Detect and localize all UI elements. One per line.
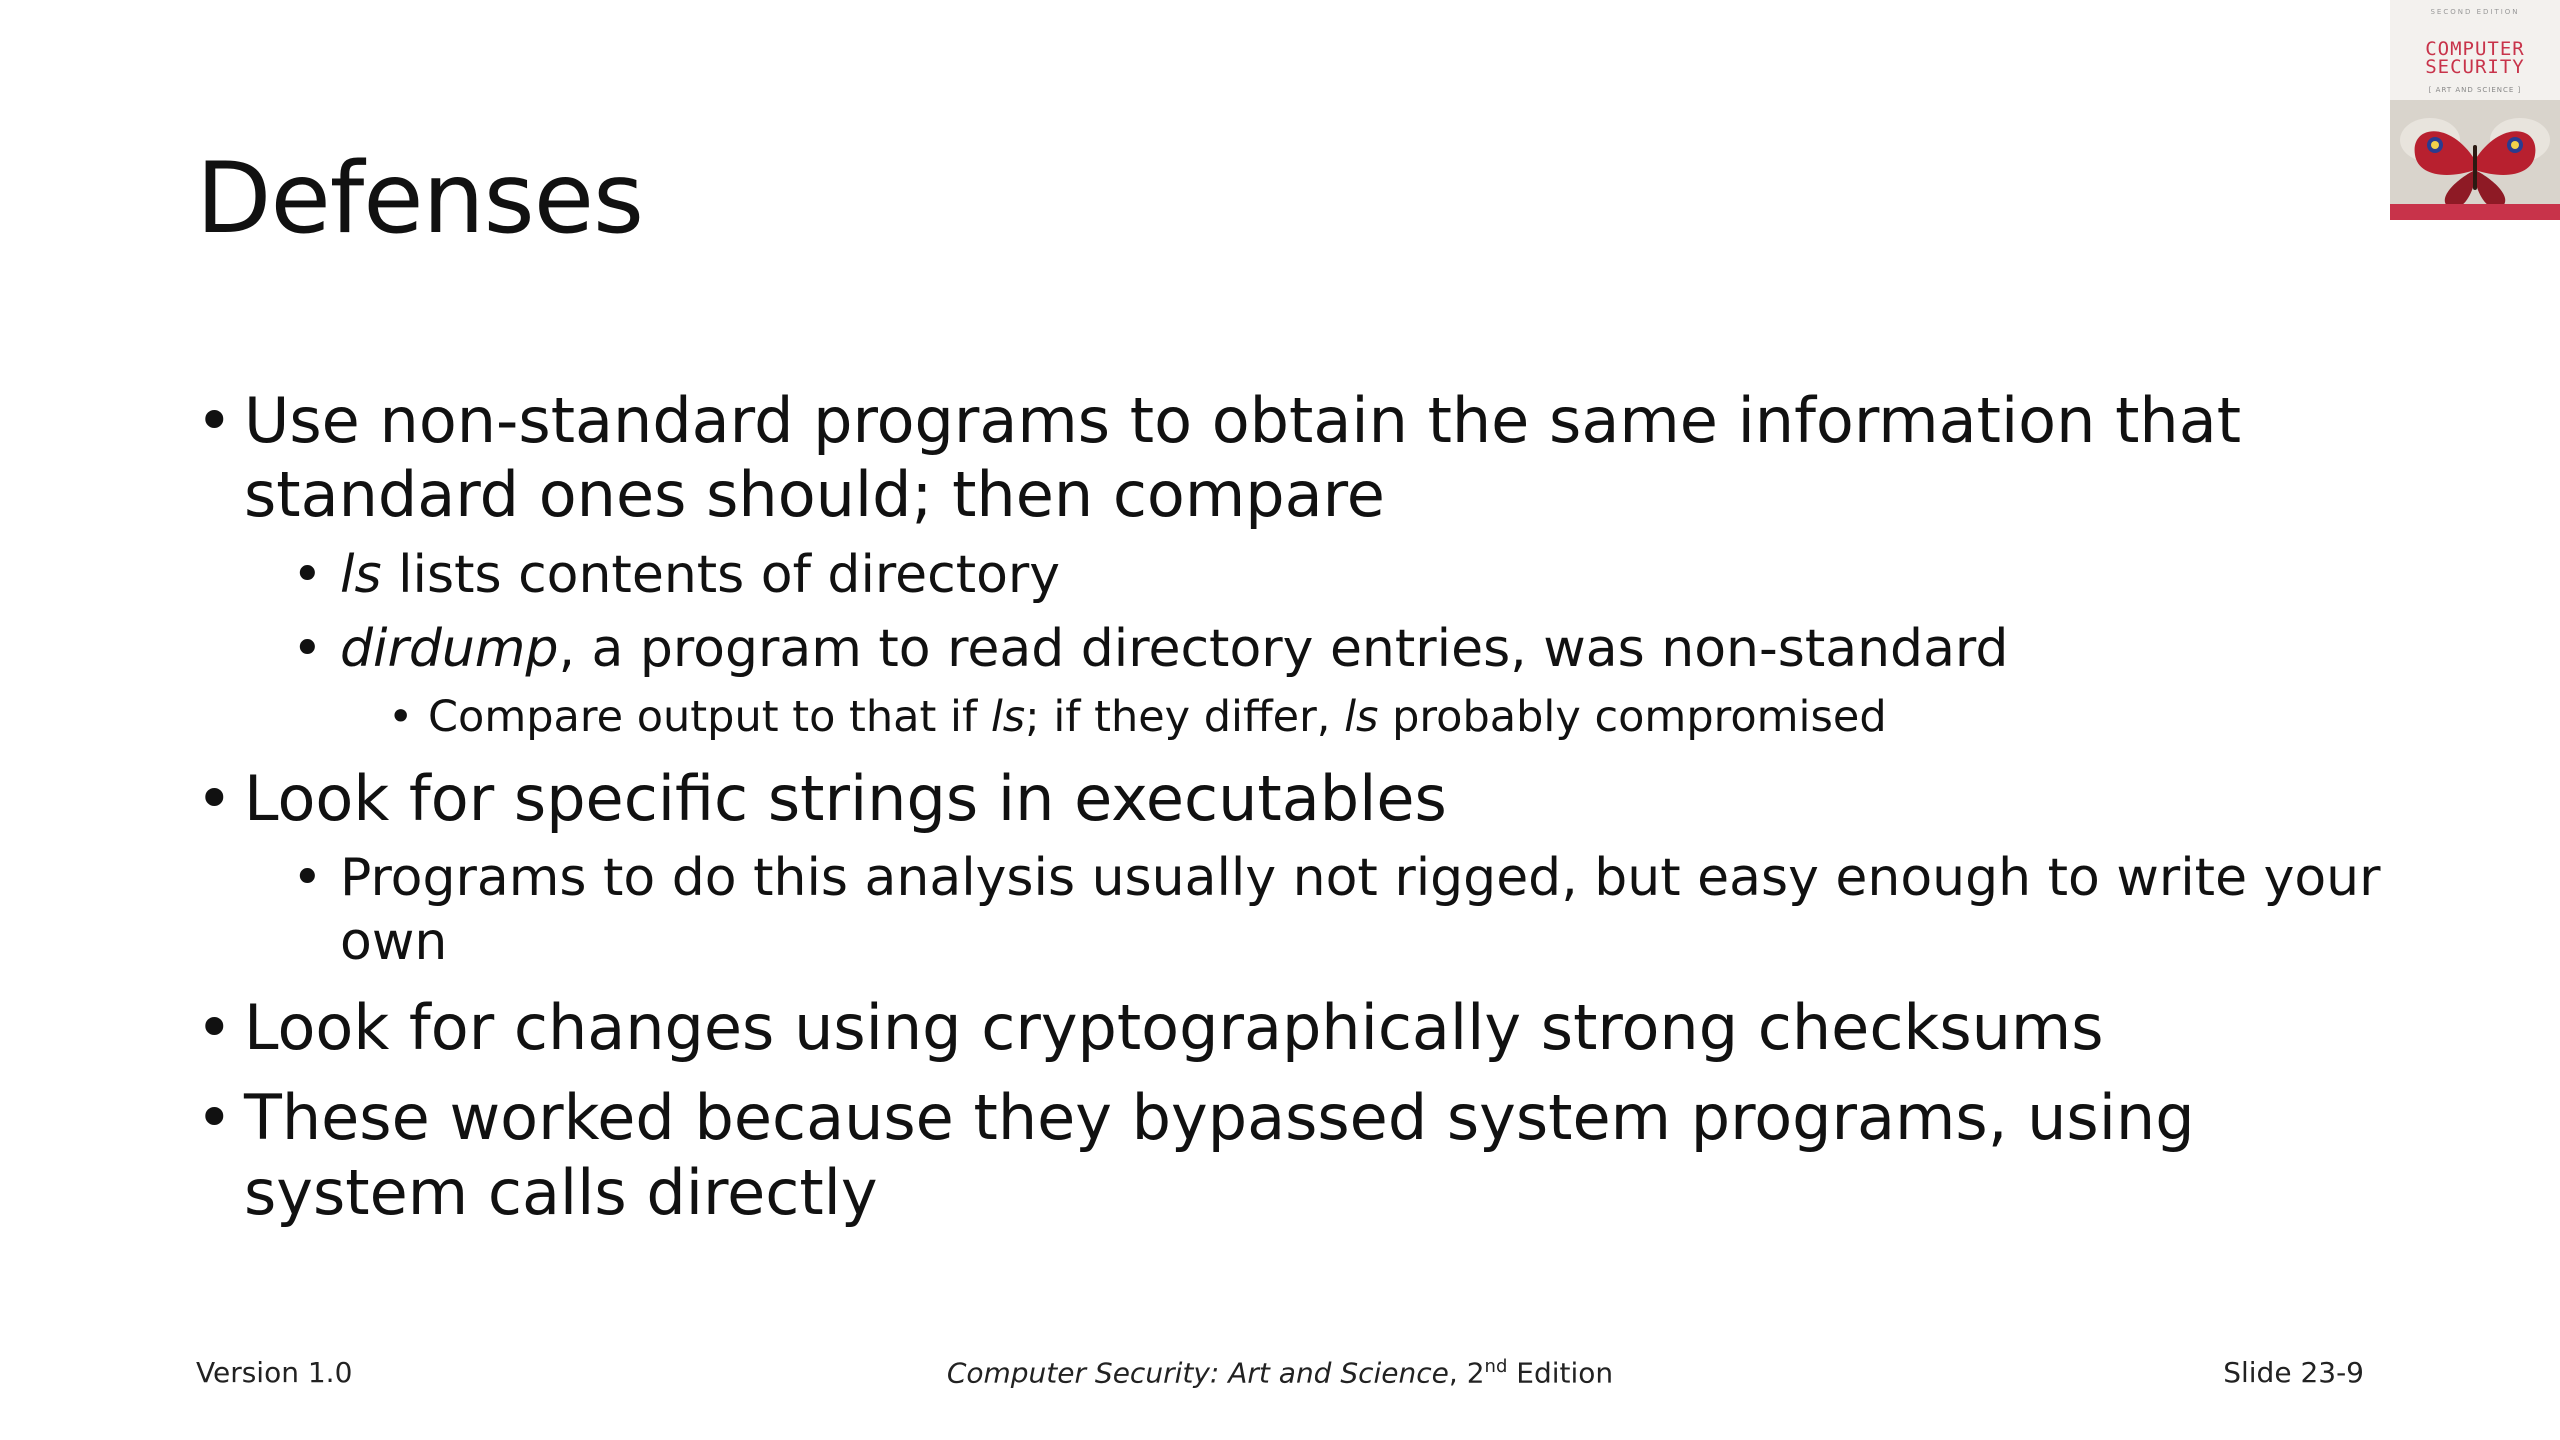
book-cover-thumbnail (2390, 0, 2560, 220)
bullet-item (196, 1081, 2396, 1230)
sub-bullet-text: Programs to do this analysis usually not rigged, but easy enough to write your own (340, 848, 2381, 973)
command-name: ls (990, 691, 1026, 742)
slide-number: Slide 23-9 (2223, 1356, 2364, 1389)
bullet-marker: • (196, 384, 233, 457)
bullet-marker: • (196, 990, 233, 1064)
command-name: ls (1344, 691, 1379, 742)
bullet-text: Look for specific strings in executables (244, 761, 1447, 835)
bullet-marker: • (388, 691, 414, 742)
butterfly-icon (2390, 100, 2560, 220)
bullet-marker: • (196, 1081, 233, 1155)
edition-suffix: nd (1484, 1356, 1508, 1377)
bullet-text: These worked because they bypassed system programs, using system calls directly (244, 1081, 2195, 1229)
bullet-item (196, 991, 2396, 1065)
sub-bullet-item (292, 543, 2396, 607)
footer-version: Version 1.0 (196, 1356, 353, 1389)
sub-bullet-item (292, 617, 2396, 681)
bullet-item (196, 384, 2396, 533)
text-segment: Compare output to that if (428, 691, 991, 742)
sub-bullet-item (292, 846, 2396, 975)
bullet-text: Use non-standard programs to obtain the same information that standard ones should; then compare (244, 384, 2242, 532)
cover-title (2390, 40, 2560, 76)
bullet-marker: • (292, 544, 323, 605)
cover-title-line1: COMPUTER (2425, 38, 2525, 60)
bullet-item (196, 762, 2396, 836)
footer-book-title (0, 1356, 2560, 1389)
book-title: Computer Security: Art and Science (946, 1356, 1449, 1390)
command-name: ls (340, 544, 382, 605)
sub-bullet-text: lists contents of directory (381, 544, 1061, 605)
text-segment: ; if they differ, (1025, 691, 1345, 742)
edition-word: Edition (1507, 1356, 1614, 1390)
command-name: dirdump (340, 619, 559, 680)
edition-number: , 2 (1448, 1356, 1485, 1390)
sub-bullet-text: , a program to read directory entries, was non-standard (558, 619, 2009, 680)
bullet-marker: • (292, 619, 323, 680)
bullet-list (196, 384, 2396, 1230)
cover-title-line2: SECURITY (2425, 56, 2525, 78)
bullet-marker: • (292, 848, 323, 908)
slide-title: Defenses (196, 142, 644, 256)
sub-sub-bullet-item (388, 690, 2396, 746)
bullet-marker: • (196, 761, 233, 835)
cover-subtitle: [ ART AND SCIENCE ] (2428, 86, 2522, 94)
bullet-text: Look for changes using cryptographically strong checksums (244, 990, 2104, 1064)
text-segment: probably compromised (1378, 691, 1887, 742)
cover-edition-label: SECOND EDITION (2430, 8, 2520, 16)
